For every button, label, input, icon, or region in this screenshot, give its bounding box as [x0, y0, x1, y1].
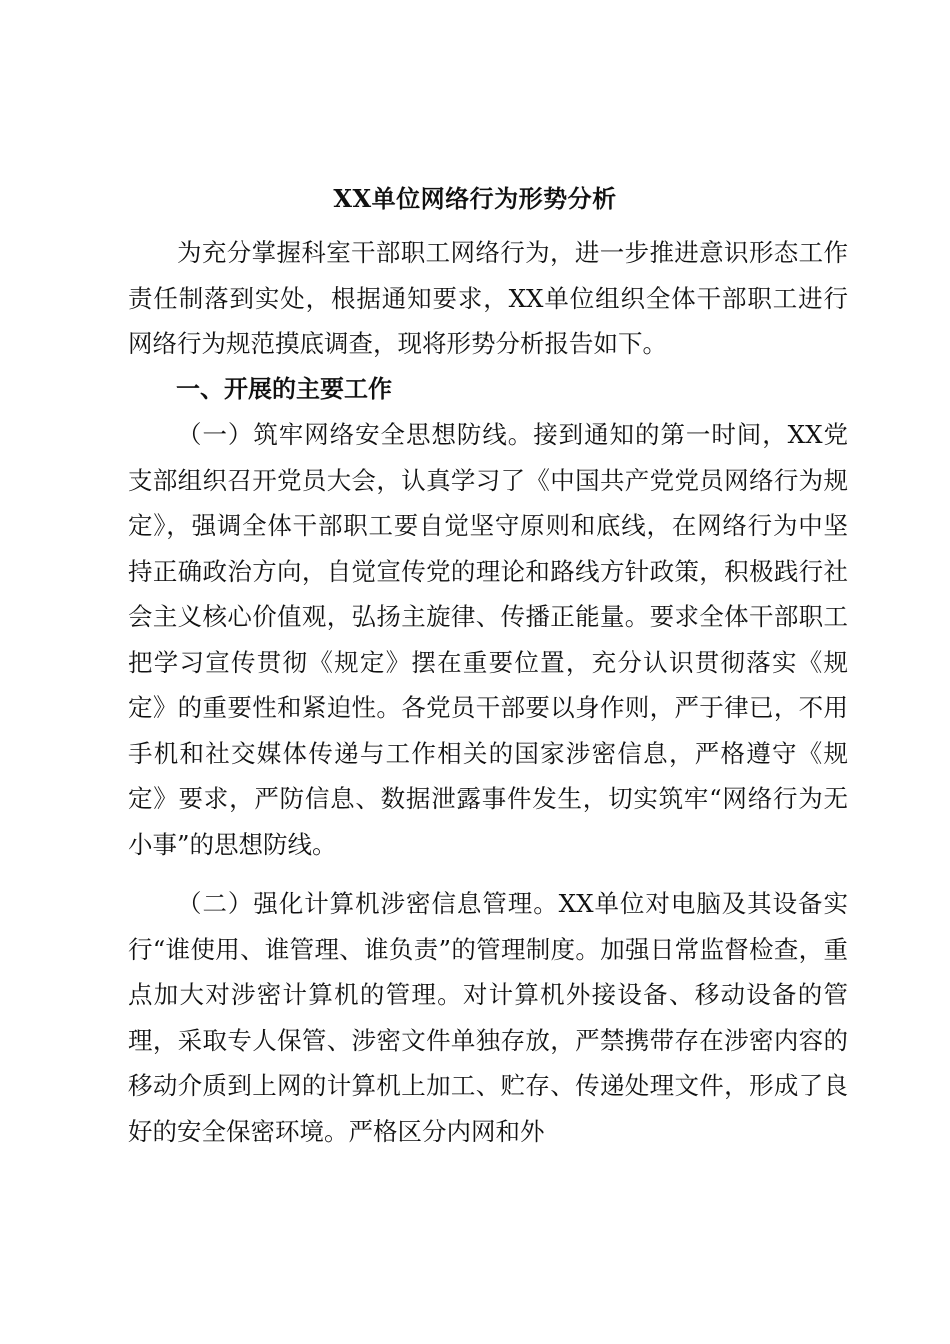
item-paragraph-2: （二）强化计算机涉密信息管理。XX单位对电脑及其设备实行“谁使用、谁管理、谁负责”的管理制度。加强日常监督检查，重点加大对涉密计算机的管理。对计算机外接设备、移动设备的管理，采取专人保管、涉密文件单独存放，严禁携带存在涉密内容的移动介质到上网的计算机上加工、贮存、传递处理文件，形成了良好的安全保密环境。严格区分内网和外 — [128, 889, 848, 1146]
item-paragraph-1: （一）筑牢网络安全思想防线。接到通知的第一时间，XX党支部组织召开党员大会，认真学习了《中国共产党党员网络行为规定》，强调全体干部职工要自觉坚守原则和底线，在网络行为中坚持正确政治方向，自觉宣传党的理论和路线方针政策，积极践行社会主义核心价值观，弘扬主旋律、传播正能量。要求全体干部职工把学习宣传贯彻《规定》摆在重要位置，充分认识贯彻落实《规定》的重要性和紧迫性。各党员干部要以身作则，严于律已，不用手机和社交媒体传递与工作相关的国家涉密信息，严格遵守《规定》要求，严防信息、数据泄露事件发生，切实筑牢“网络行为无小事”的思想防线。 — [128, 420, 848, 859]
section-heading: 一、开展的主要工作 — [176, 374, 392, 403]
document-body — [128, 230, 848, 1154]
document-title: XX单位网络行为形势分析 — [333, 184, 617, 213]
intro-paragraph: 为充分掌握科室干部职工网络行为，进一步推进意识形态工作责任制落到实处，根据通知要求，XX单位组织全体干部职工进行网络行为规范摸底调查，现将形势分析报告如下。 — [128, 238, 848, 358]
